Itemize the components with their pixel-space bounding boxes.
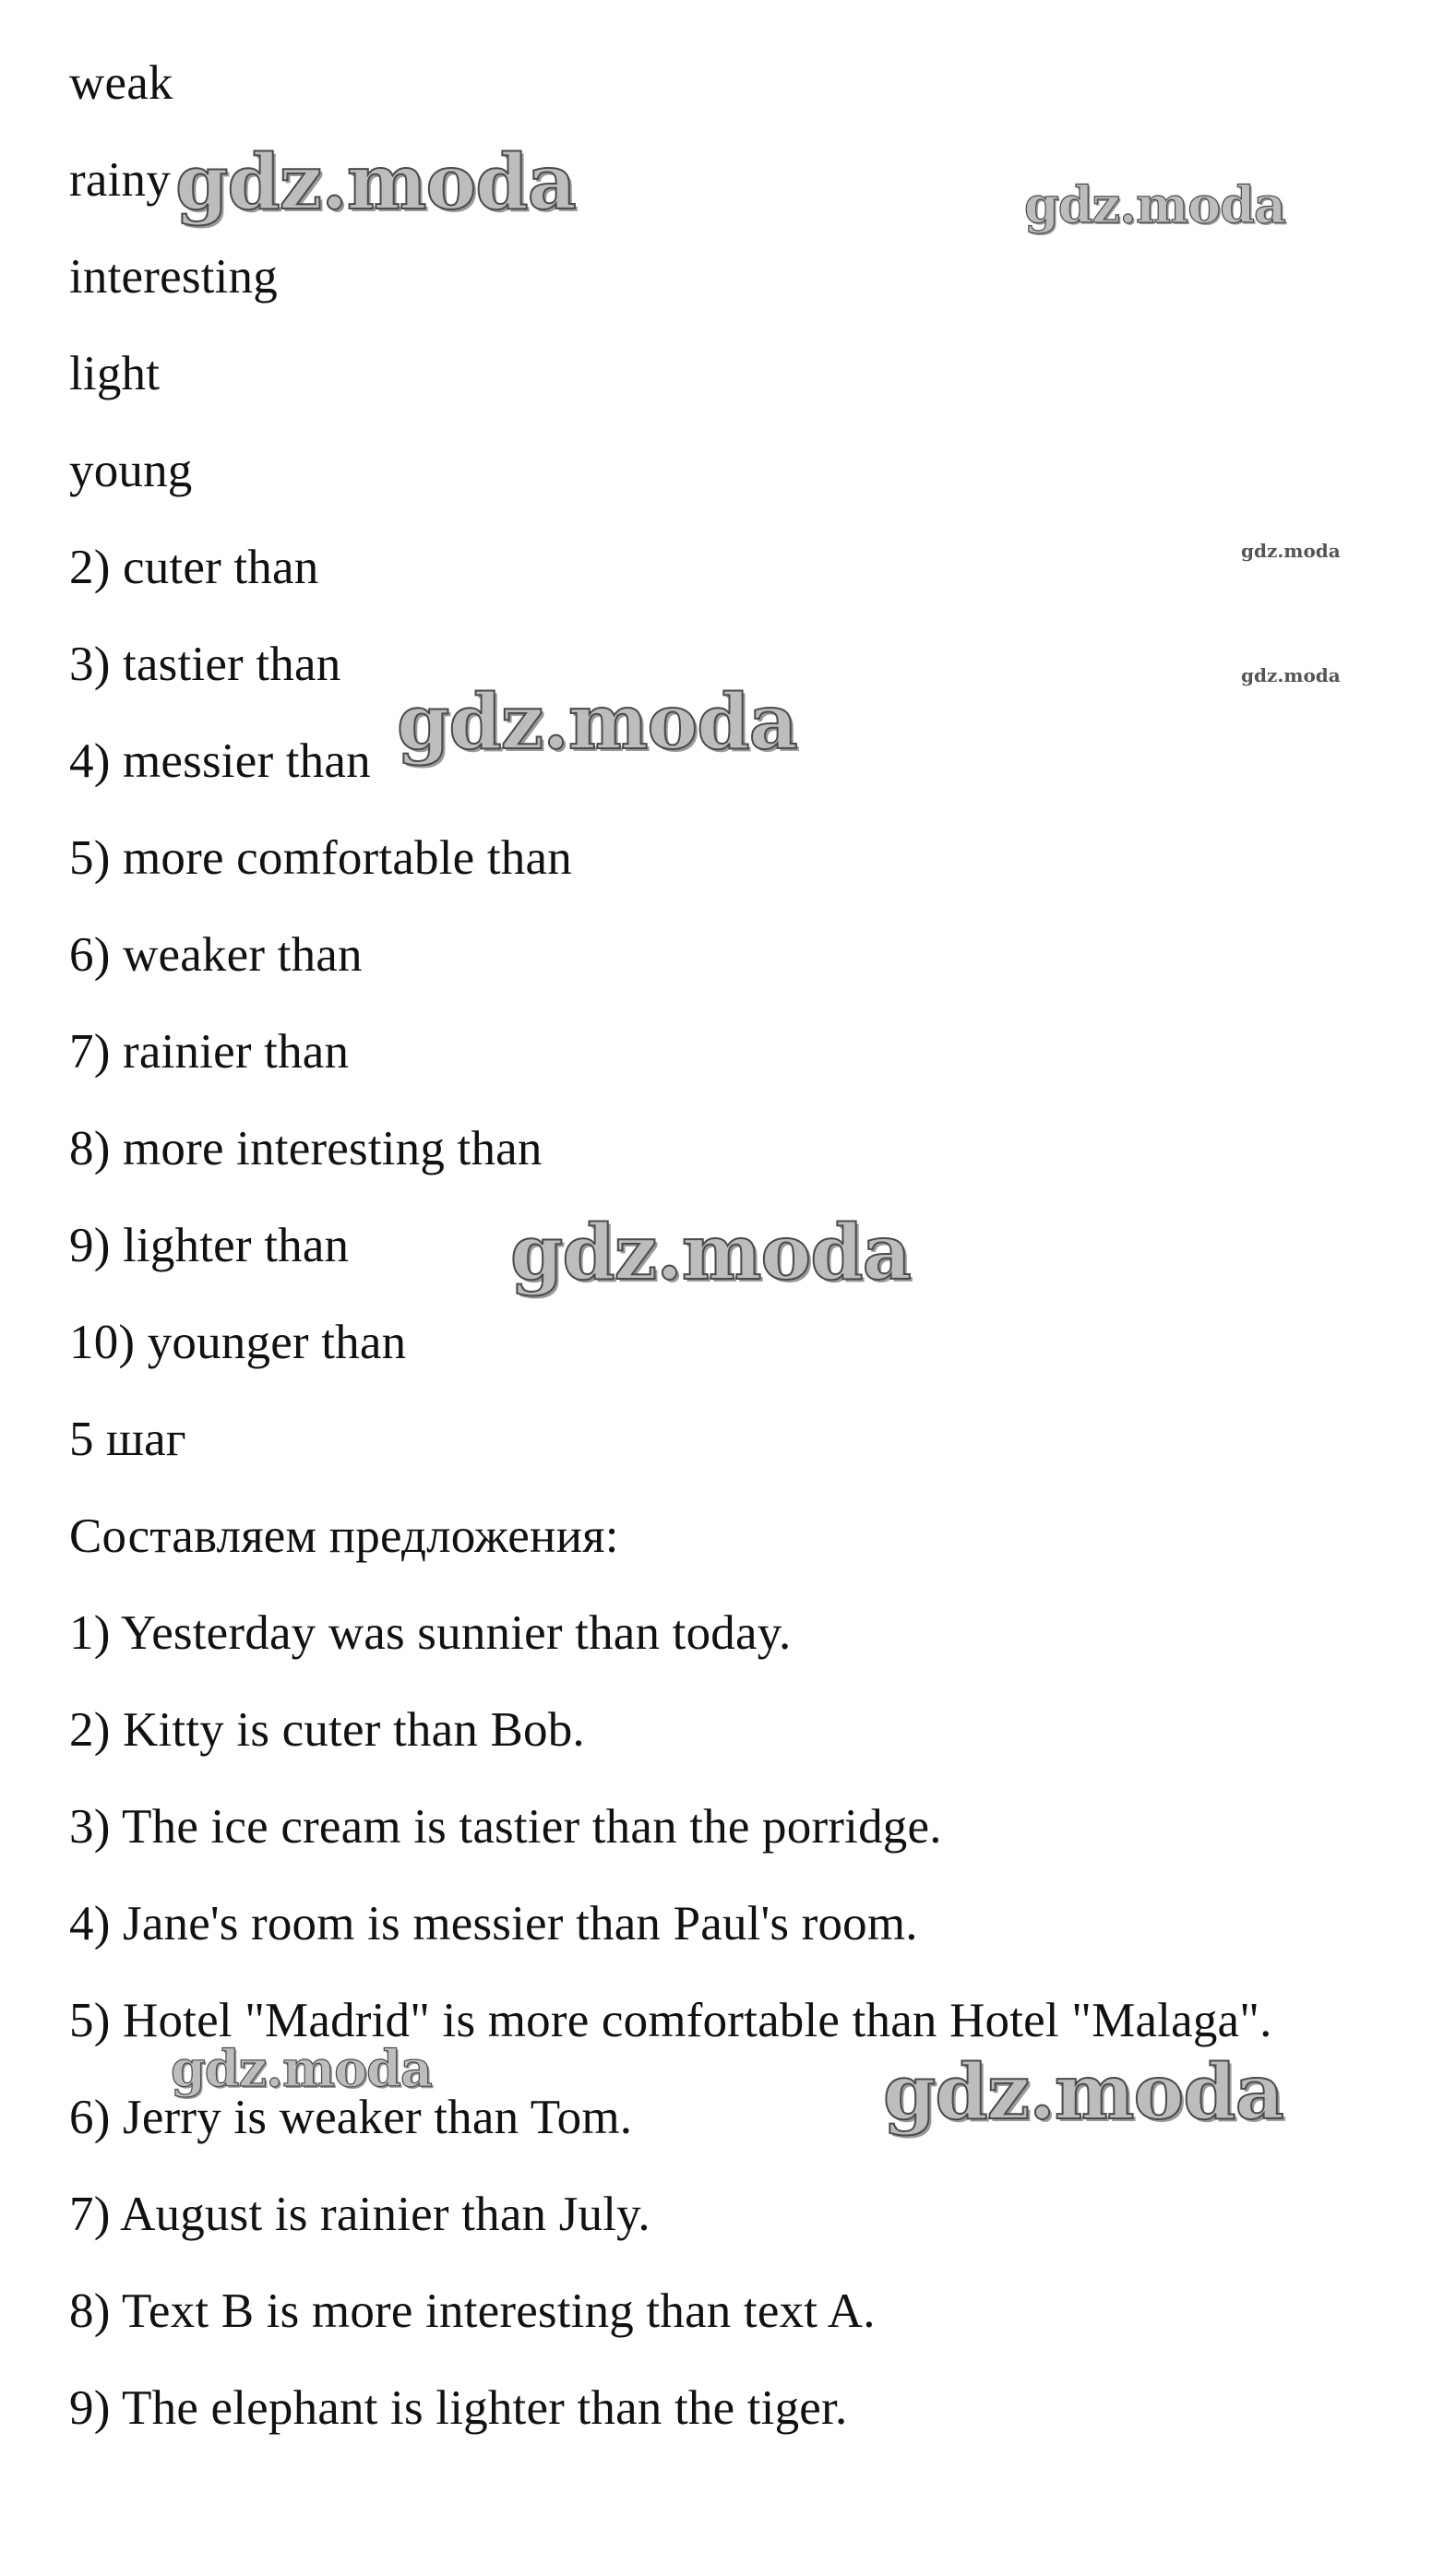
text-line: 7) rainier than: [69, 1025, 350, 1079]
sentence-line: 1) Yesterday was sunnier than today.: [69, 1606, 792, 1660]
sentence-line: 3) The ice cream is tastier than the porridge.: [69, 1800, 942, 1854]
watermark-logo: gdz.moda: [397, 678, 797, 767]
text-line: rainy: [69, 153, 171, 207]
sentence-line: 9) The elephant is lighter than the tiger.: [69, 2381, 848, 2435]
section-subheading: Составляем предложения:: [69, 1509, 619, 1563]
text-line: young: [69, 444, 193, 497]
text-line: 2) cuter than: [69, 541, 319, 594]
watermark-logo: gdz.moda: [1241, 664, 1341, 686]
sentence-line: 2) Kitty is cuter than Bob.: [69, 1703, 585, 1757]
text-line: light: [69, 347, 161, 400]
text-line: 6) weaker than: [69, 928, 363, 982]
section-heading: 5 шаг: [69, 1413, 186, 1466]
text-line: 4) messier than: [69, 734, 371, 788]
sentence-line: 4) Jane's room is messier than Paul's room.: [69, 1897, 918, 1950]
watermark-logo: gdz.moda: [171, 2039, 432, 2098]
watermark-logo: gdz.moda: [175, 138, 576, 227]
text-line: 8) more interesting than: [69, 1122, 543, 1175]
watermark-logo: gdz.moda: [510, 1209, 911, 1297]
text-line: 5) more comfortable than: [69, 831, 572, 885]
sentence-line: 7) August is rainier than July.: [69, 2188, 650, 2241]
text-line: interesting: [69, 250, 278, 304]
text-line: weak: [69, 56, 173, 110]
sentence-line: 6) Jerry is weaker than Tom.: [69, 2091, 633, 2144]
text-line: 3) tastier than: [69, 638, 341, 691]
text-line: 9) lighter than: [69, 1219, 350, 1272]
watermark-logo: gdz.moda: [1241, 540, 1341, 562]
watermark-logo: gdz.moda: [883, 2048, 1283, 2137]
sentence-line: 5) Hotel "Madrid" is more comfortable than Hotel "Malaga".: [69, 1994, 1272, 2047]
text-line: 10) younger than: [69, 1316, 407, 1369]
watermark-logo: gdz.moda: [1024, 175, 1285, 234]
sentence-line: 8) Text B is more interesting than text A.: [69, 2284, 876, 2338]
